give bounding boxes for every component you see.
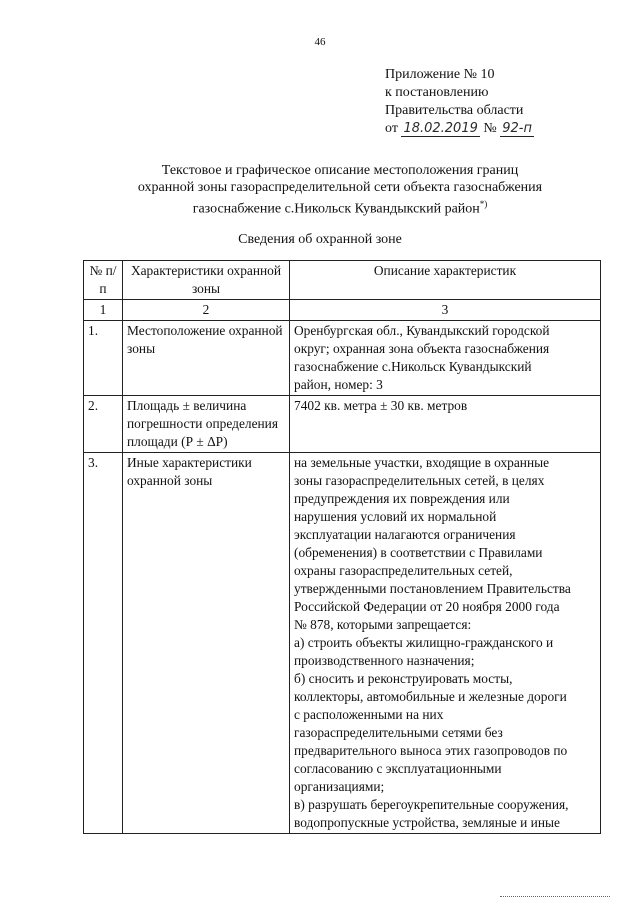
- description-line: а) строить объекты жилищно-гражданского и: [294, 635, 554, 650]
- description-line: водопропускные устройства, земляные и иные: [294, 815, 560, 830]
- description-line: газоснабжение с.Никольск Кувандыкский: [294, 359, 532, 374]
- column-number-1: 1: [84, 300, 123, 321]
- row-description: [290, 321, 601, 396]
- page-edge-mark: [500, 896, 610, 899]
- header-description: Описание характеристик: [290, 261, 601, 300]
- row-number: 1.: [84, 321, 123, 396]
- description-line: зоны газораспределительных сетей, в целях: [294, 473, 545, 488]
- appendix-line-1: Приложение № 10: [385, 67, 495, 82]
- number-label: №: [483, 121, 497, 136]
- column-number-3: 3: [290, 300, 601, 321]
- row-number: 2.: [84, 396, 123, 453]
- title-line-3: газоснабжение с.Никольск Кувандыкский район: [192, 201, 480, 217]
- description-line: на земельные участки, входящие в охранные: [294, 455, 550, 470]
- table-row: [84, 321, 601, 396]
- description-line: с расположенными на них: [294, 707, 444, 722]
- zone-table: [83, 260, 601, 834]
- table-header-row: [84, 261, 601, 300]
- document-title: [80, 162, 600, 218]
- description-line: коллекторы, автомобильные и железные дороги: [294, 689, 567, 704]
- table-row: [84, 396, 601, 453]
- appendix-block: [385, 66, 534, 138]
- from-label: от: [385, 121, 398, 136]
- description-line: округ; охранная зона объекта газоснабжения: [294, 341, 550, 356]
- row-characteristic: Иные характеристики охранной зоны: [123, 453, 290, 834]
- appendix-date-line: [385, 120, 534, 138]
- title-line-1: Текстовое и графическое описание местоположения границ: [161, 163, 519, 178]
- handwritten-date: 18.02.2019: [403, 121, 478, 136]
- row-number: 3.: [84, 453, 123, 834]
- table-row: [84, 453, 601, 834]
- footnote-mark: *): [479, 199, 488, 209]
- title-line-3-wrap: [80, 196, 600, 218]
- handwritten-number: 92-п: [502, 121, 532, 136]
- description-line: предварительного выноса этих газопроводов по: [294, 743, 568, 758]
- description-line: 7402 кв. метра ± 30 кв. метров: [294, 398, 468, 413]
- description-line: предупреждения их повреждения или: [294, 491, 510, 506]
- appendix-line-3: Правительства области: [385, 103, 524, 118]
- row-characteristic: Площадь ± величина погрешности определения площади (Р ± ΔР): [123, 396, 290, 453]
- description-line: № 878, которыми запрещается:: [294, 617, 472, 632]
- description-line: нарушения условий их нормальной: [294, 509, 497, 524]
- appendix-line-2: к постановлению: [385, 85, 489, 100]
- description-line: согласованию с эксплуатационными: [294, 761, 502, 776]
- description-line: производственного назначения;: [294, 653, 475, 668]
- row-description: [290, 396, 601, 453]
- row-characteristic: Местоположение охранной зоны: [123, 321, 290, 396]
- column-number-2: 2: [123, 300, 290, 321]
- table-column-numbers-row: [84, 300, 601, 321]
- description-line: газораспределительными сетями без: [294, 725, 503, 740]
- row-description: [290, 453, 601, 834]
- description-line: эксплуатации налагаются ограничения: [294, 527, 516, 542]
- section-subtitle: Сведения об охранной зоне: [238, 232, 402, 247]
- description-line: в) разрушать берегоукрепительные сооружения,: [294, 797, 569, 812]
- title-line-2: охранной зоны газораспределительной сети объекта газоснабжения: [137, 180, 543, 195]
- page-number: 46: [314, 36, 326, 48]
- description-line: утвержденными постановлением Правительства: [294, 581, 571, 596]
- header-num: № п/п: [84, 261, 123, 300]
- description-line: б) сносить и реконструировать мосты,: [294, 671, 513, 686]
- description-line: район, номер: 3: [294, 377, 383, 392]
- description-line: Оренбургская обл., Кувандыкский городской: [294, 323, 550, 338]
- description-line: охраны газораспределительных сетей,: [294, 563, 513, 578]
- header-characteristic: Характеристики охранной зоны: [123, 261, 290, 300]
- description-line: (обременения) в соответствии с Правилами: [294, 545, 543, 560]
- description-line: Российской Федерации от 20 ноября 2000 года: [294, 599, 560, 614]
- description-line: организациями;: [294, 779, 385, 794]
